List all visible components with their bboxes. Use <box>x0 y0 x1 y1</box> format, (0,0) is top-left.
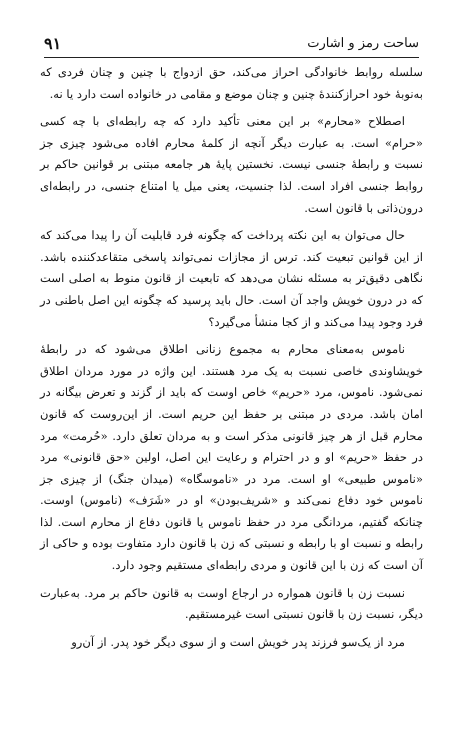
paragraph: نسبت زن با قانون همواره در ارجاع اوست به قانون حاکم بر مرد. به‌عبارت دیگر، نسبت زن با قانون نسبتی است غیرمستقیم. <box>40 585 423 622</box>
paragraph: اصطلاح «محارم» بر این معنی تأکید دارد که چه رابطه‌ای با چه کسی «حرام» است. به عبارت دیگر آنچه از کلمهٔ محارم افاده می‌شود چیزی جز نسبت و رابطهٔ جنسی نیست. نخستین پایهٔ هر جامعه مبتنی بر قوانین حاکم بر روابط جنسی افراد است. لذا جنسیت، یعنی میل یا امتناع جنسی، در رابطه‌ای درون‌ذاتی با قانون است. <box>40 114 423 215</box>
page-header <box>44 32 419 54</box>
paragraph: ناموس به‌معنای محارم به مجموع زنانی اطلاق می‌شود که در رابطهٔ خویشاوندی خاصی نسبت به یک مرد هستند. این واژه در مورد مردان اطلاق نمی‌شود. ناموس، مرد «حریم» خاص اوست که باید از گزند و تعرض بیگانه در امان باشد. مردی در مبتنی بر حفظ این حریم است. از این‌روست که قانون محارم قبل از هر چیز قانونی مذکر است و به مردان تعلق دارد. «حُرمت» مرد در حفظ «حریم» او و در احترام و رعایت این اصل، اولین «حق قانونی» مرد «ناموس طبیعی» او است. مرد در «ناموسگاه» (میدان جنگ) از چیزی جز ناموس خود دفاع نمی‌کند و «شریف‌بودن» او در «شَرَف» (ناموس) اوست. چنانکه گفتیم، مردانگی مرد در حفظ ناموس یا قانون دفاع از محارم است. لذا رابطه و نسبت او با رابطه و نسبتی که زن با قانون دارد متفاوت بوده و حاکی از آن است که زن با این قانون و مردی رابطه‌ای مستقیم وجود دارد. <box>40 342 423 573</box>
paragraph: سلسله روابط خانوادگی احراز می‌کند، حق ازدواج با چنین و چنان فردی که به‌نوبهٔ خود احرازکنندهٔ چنین و چنان موضع و مقامی در خانواده است دارد یا نه. <box>40 65 423 101</box>
paragraph: مرد از یک‌سو فرزند پدر خویش است و از سوی دیگر خود پدر. از آن‌رو <box>71 634 405 649</box>
header-divider <box>44 57 419 58</box>
paragraph: حال می‌توان به این نکته پرداخت که چگونه فرد قابلیت آن را پیدا می‌کند که از این قوانین تبعیت کند. ترس از مجازات نمی‌تواند پاسخی متقاعدکننده باشد. نگاهی دقیق‌تر به مسئله نشان می‌دهد که تابعیت از قانون منوط به اصلی است که در درون خویش واجد آن است. حال باید پرسید که چگونه این اصل باطنی در فرد وجود پیدا می‌کند و از کجا منشأ می‌گیرد؟ <box>40 228 423 329</box>
running-title: ساحت رمز و اشارت <box>307 35 419 51</box>
body-text <box>40 62 423 724</box>
page-number: ۹۱ <box>44 33 62 53</box>
